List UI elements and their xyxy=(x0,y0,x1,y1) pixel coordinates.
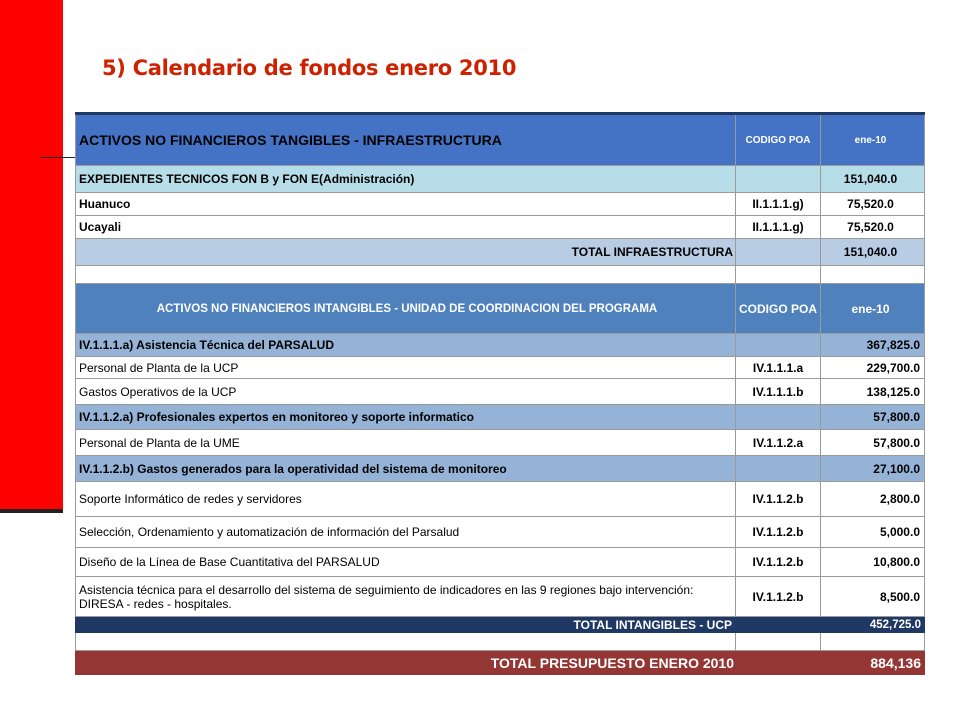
grand-total-code xyxy=(736,651,821,675)
table-row xyxy=(75,357,925,379)
row-amount: 5,000.0 xyxy=(821,517,925,548)
row-code: II.1.1.1.g) xyxy=(736,193,821,216)
row-amount: 2,800.0 xyxy=(821,482,925,517)
intangibles-header-code: CODIGO POA xyxy=(736,284,821,334)
tangibles-total-amount: 151,040.0 xyxy=(821,239,925,266)
slide-title: 5) Calendario de fondos enero 2010 xyxy=(102,56,517,80)
row-code: IV.1.1.2.b xyxy=(736,482,821,517)
group-label: IV.1.1.2.a) Profesionales expertos en monitoreo y soporte informatico xyxy=(75,405,736,430)
table-row xyxy=(75,193,925,216)
row-label: Personal de Planta de la UME xyxy=(75,430,736,456)
row-code: IV.1.1.2.b xyxy=(736,548,821,577)
group-code xyxy=(736,456,821,482)
row-label: Gastos Operativos de la UCP xyxy=(75,379,736,405)
row-code: IV.1.1.2.a xyxy=(736,430,821,456)
row-amount: 75,520.0 xyxy=(821,193,925,216)
group-amount: 57,800.0 xyxy=(821,405,925,430)
tangibles-group-code xyxy=(736,166,821,193)
group-amount: 27,100.0 xyxy=(821,456,925,482)
tangibles-total-code xyxy=(736,239,821,266)
grand-total-row xyxy=(75,651,925,675)
row-label: Selección, Ordenamiento y automatización de información del Parsalud xyxy=(75,517,736,548)
intangibles-total-row xyxy=(75,617,925,633)
table-row xyxy=(75,482,925,517)
spacer-cell xyxy=(75,266,736,284)
row-amount: 75,520.0 xyxy=(821,216,925,239)
row-code: IV.1.1.2.b xyxy=(736,577,821,617)
row-amount: 10,800.0 xyxy=(821,548,925,577)
group-code xyxy=(736,405,821,430)
spacer-row xyxy=(75,633,925,651)
spacer-cell xyxy=(821,266,925,284)
row-label: Asistencia técnica para el desarrollo del sistema de seguimiento de indicadores en las 9 regiones bajo intervención: DIRESA - redes - hospitales. xyxy=(75,577,736,617)
row-amount: 138,125.0 xyxy=(821,379,925,405)
table-row xyxy=(75,548,925,577)
table-row xyxy=(75,430,925,456)
group-row xyxy=(75,334,925,357)
group-row xyxy=(75,405,925,430)
red-side-bar xyxy=(0,0,63,512)
intangibles-header-row xyxy=(75,284,925,334)
group-code xyxy=(736,334,821,357)
group-label: IV.1.1.2.b) Gastos generados para la operatividad del sistema de monitoreo xyxy=(75,456,736,482)
table-row xyxy=(75,216,925,239)
group-row xyxy=(75,456,925,482)
tangibles-header-label: ACTIVOS NO FINANCIEROS TANGIBLES - INFRAESTRUCTURA xyxy=(75,115,736,166)
intangibles-header-label: ACTIVOS NO FINANCIEROS INTANGIBLES - UNIDAD DE COORDINACION DEL PROGRAMA xyxy=(75,284,736,334)
table-row xyxy=(75,517,925,548)
row-amount: 8,500.0 xyxy=(821,577,925,617)
spacer-cell xyxy=(75,633,736,651)
row-amount: 229,700.0 xyxy=(821,357,925,379)
row-label: Personal de Planta de la UCP xyxy=(75,357,736,379)
spacer-cell xyxy=(736,266,821,284)
row-label: Ucayali xyxy=(75,216,736,239)
row-label: Diseño de la Línea de Base Cuantitativa del PARSALUD xyxy=(75,548,736,577)
table-row xyxy=(75,577,925,617)
tangibles-group-label: EXPEDIENTES TECNICOS FON B y FON E(Administración) xyxy=(75,166,736,193)
red-bar-bottom-edge xyxy=(0,509,63,513)
spacer-row xyxy=(75,266,925,284)
row-code: IV.1.1.1.b xyxy=(736,379,821,405)
tangibles-group-row xyxy=(75,166,925,193)
tangibles-total-label: TOTAL INFRAESTRUCTURA xyxy=(75,239,736,266)
row-code: IV.1.1.2.b xyxy=(736,517,821,548)
budget-table xyxy=(75,112,925,675)
grand-total-amount: 884,136 xyxy=(870,655,921,671)
tangibles-total-row xyxy=(75,239,925,266)
row-amount: 57,800.0 xyxy=(821,430,925,456)
intangibles-total-amount: 452,725.0 xyxy=(869,619,921,631)
tangibles-header-code: CODIGO POA xyxy=(736,115,821,166)
spacer-cell xyxy=(821,633,925,651)
decorative-line xyxy=(40,157,75,158)
intangibles-total-code xyxy=(736,617,821,633)
tangibles-header-month: ene-10 xyxy=(821,115,925,166)
row-code: IV.1.1.1.a xyxy=(736,357,821,379)
spacer-cell xyxy=(736,633,821,651)
row-code: II.1.1.1.g) xyxy=(736,216,821,239)
row-label: Soporte Informático de redes y servidores xyxy=(75,482,736,517)
intangibles-header-month: ene-10 xyxy=(821,284,925,334)
group-label: IV.1.1.1.a) Asistencia Técnica del PARSALUD xyxy=(75,334,736,357)
group-amount: 367,825.0 xyxy=(821,334,925,357)
tangibles-header-row xyxy=(75,115,925,166)
row-label: Huanuco xyxy=(75,193,736,216)
table-row xyxy=(75,379,925,405)
intangibles-total-label: TOTAL INTANGIBLES - UCP xyxy=(573,618,732,632)
tangibles-group-amount: 151,040.0 xyxy=(821,166,925,193)
grand-total-label: TOTAL PRESUPUESTO ENERO 2010 xyxy=(490,655,734,671)
